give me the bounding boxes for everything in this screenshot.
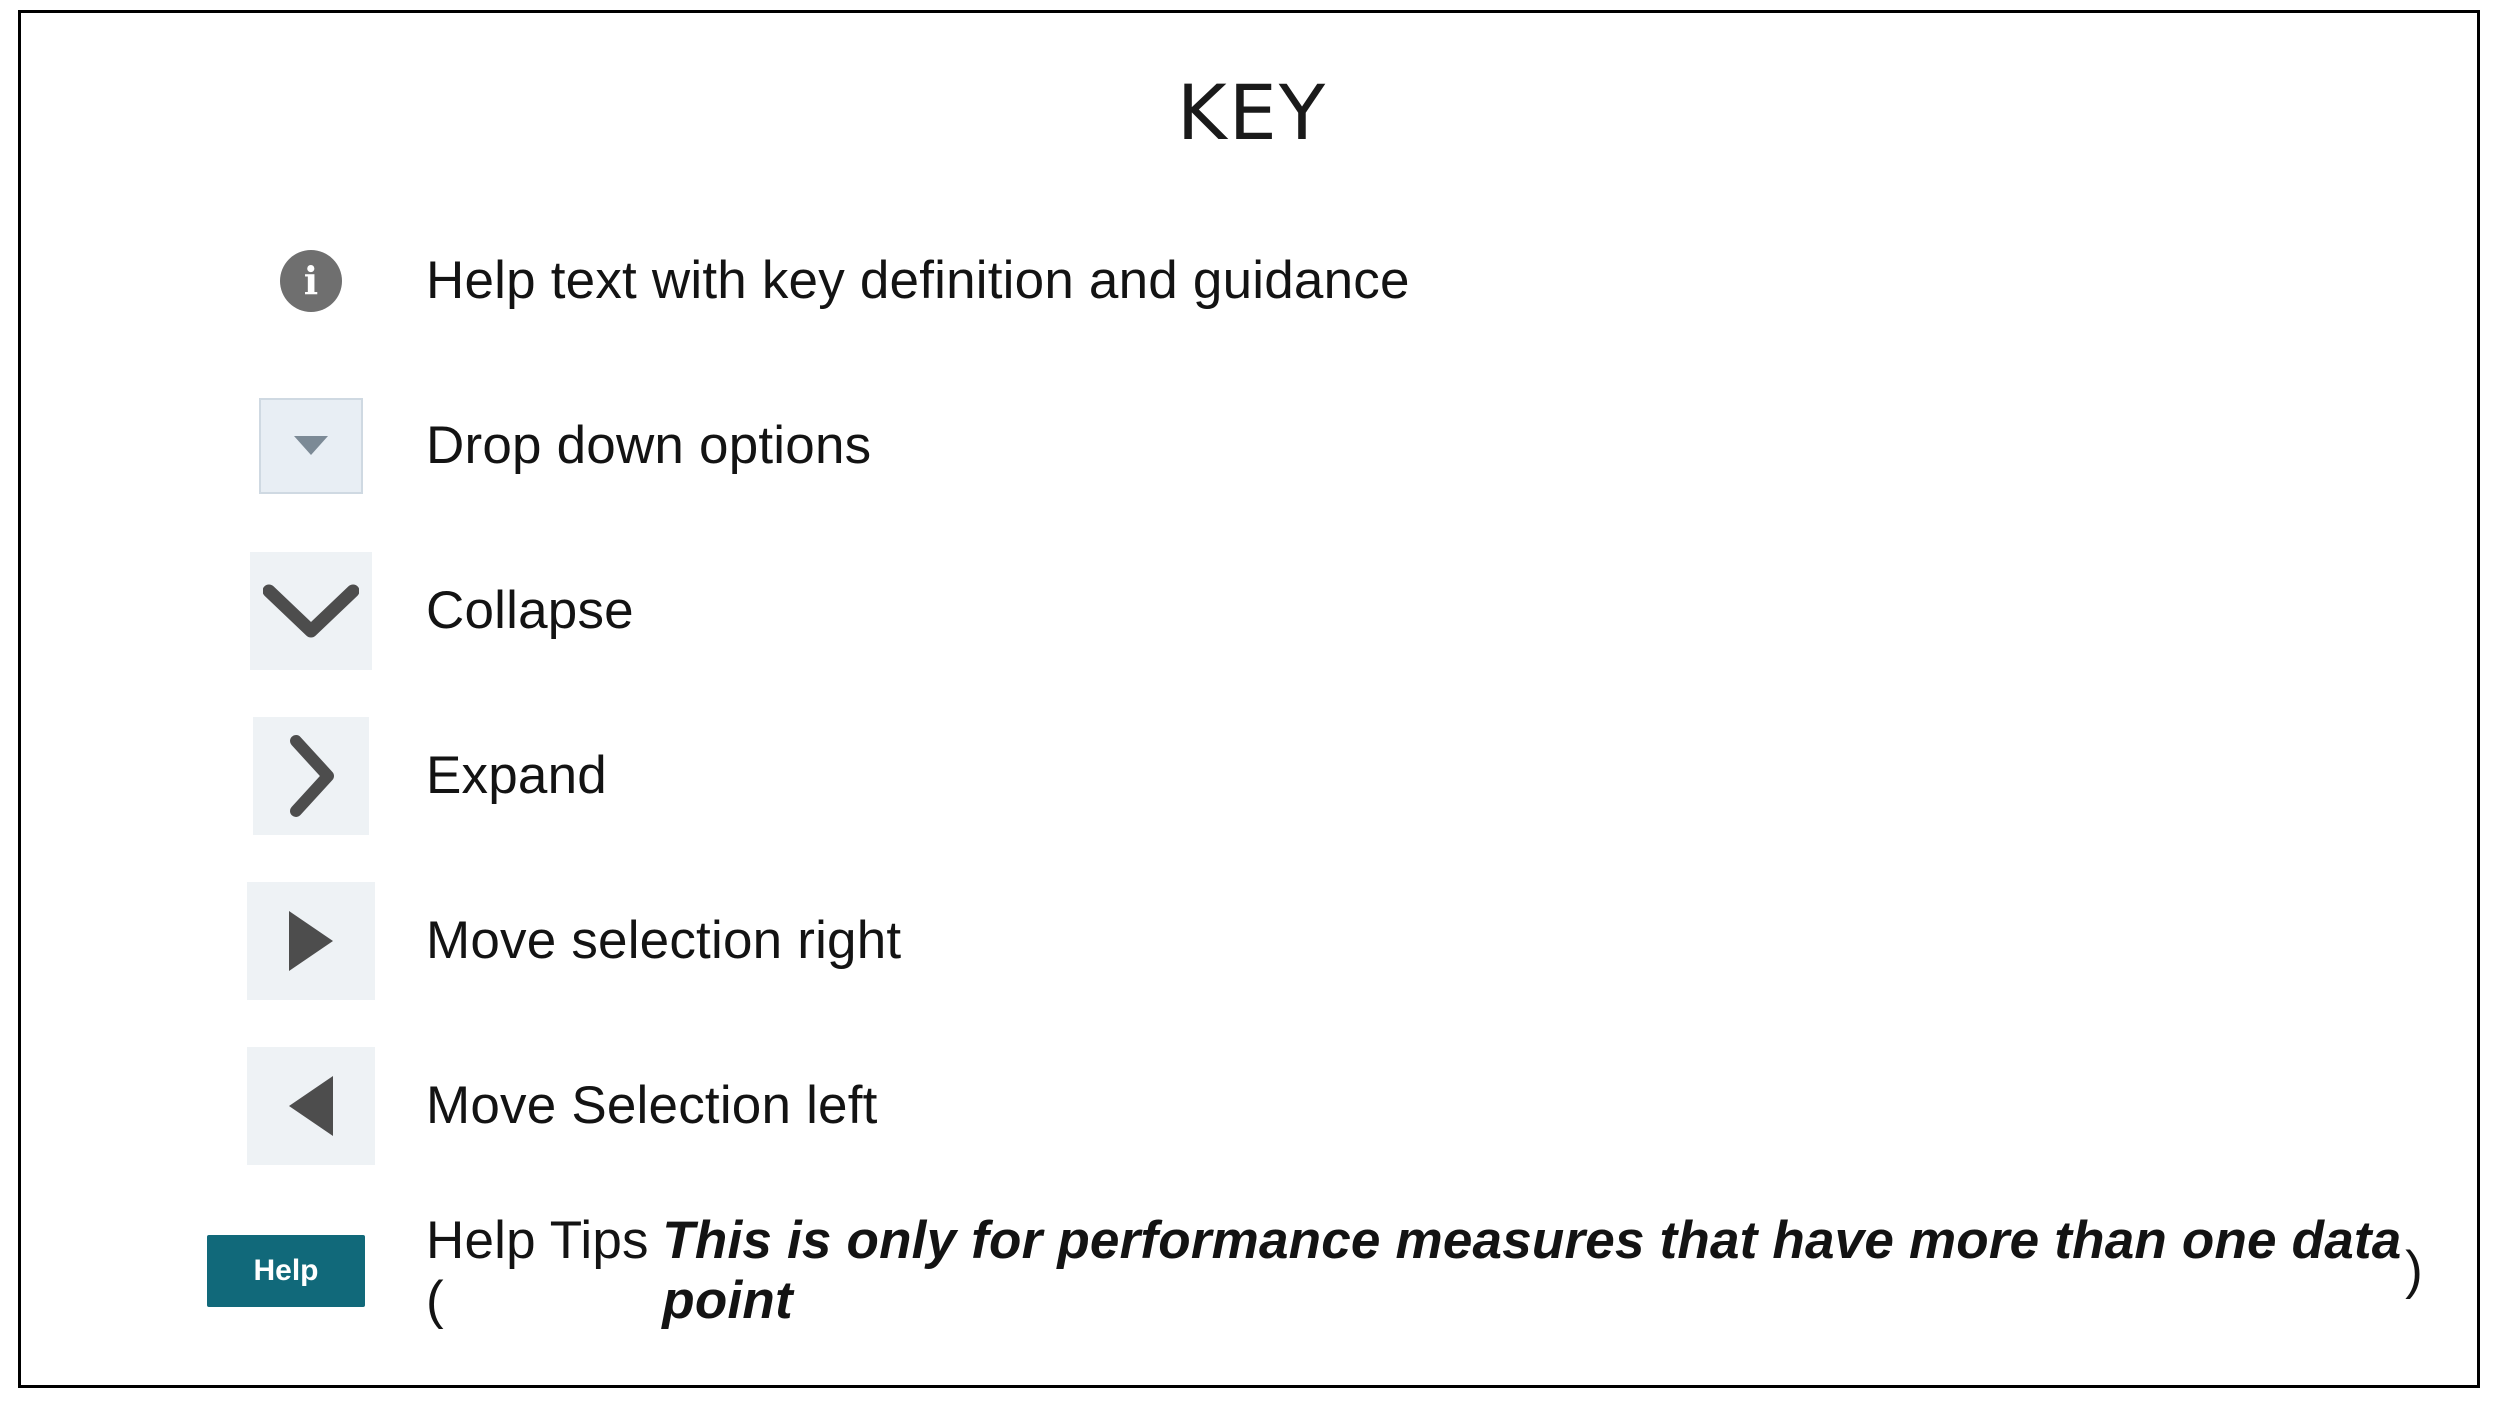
legend-label-collapse: Collapse [426,580,634,640]
legend-label-move-left: Move Selection left [426,1075,878,1135]
chevron-down-icon-cell [231,528,391,693]
list-item [21,1023,2483,1188]
chevron-down-small-icon [294,436,328,455]
help-tips-text-italic: This is only for performance measures that have more than one data point [662,1211,2402,1330]
help-button[interactable]: Help [207,1235,365,1307]
list-item [21,1188,2483,1353]
list-item [21,198,2483,363]
page-title: KEY [1176,68,1328,157]
dropdown-caret-icon-cell [231,363,391,528]
help-button-cell [206,1188,366,1353]
list-item [21,528,2483,693]
dropdown-caret-icon[interactable] [259,398,363,494]
legend-label-dropdown: Drop down options [426,415,872,475]
help-tips-text-before: Help Tips ( [426,1211,649,1330]
list-item [21,363,2483,528]
key-legend-list [21,198,2483,1353]
chevron-right-icon-cell [231,693,391,858]
triangle-right-glyph [289,911,333,971]
triangle-right-icon[interactable] [247,882,375,1000]
legend-label-move-right: Move selection right [426,910,902,970]
legend-label-help-tips [426,1188,2423,1353]
legend-label-expand: Expand [426,745,607,805]
legend-label-help-text: Help text with key definition and guidance [426,250,1410,310]
chevron-right-icon[interactable] [253,717,369,835]
triangle-right-icon-cell [231,858,391,1023]
help-tips-text-after: ) [2405,1240,2423,1300]
chevron-down-icon[interactable] [250,552,372,670]
list-item [21,693,2483,858]
triangle-left-icon-cell [231,1023,391,1188]
info-circle-icon-cell [231,198,391,363]
triangle-left-glyph [289,1076,333,1136]
list-item [21,858,2483,1023]
key-panel [18,10,2480,1388]
triangle-left-icon[interactable] [247,1047,375,1165]
info-circle-icon: i [280,250,342,312]
